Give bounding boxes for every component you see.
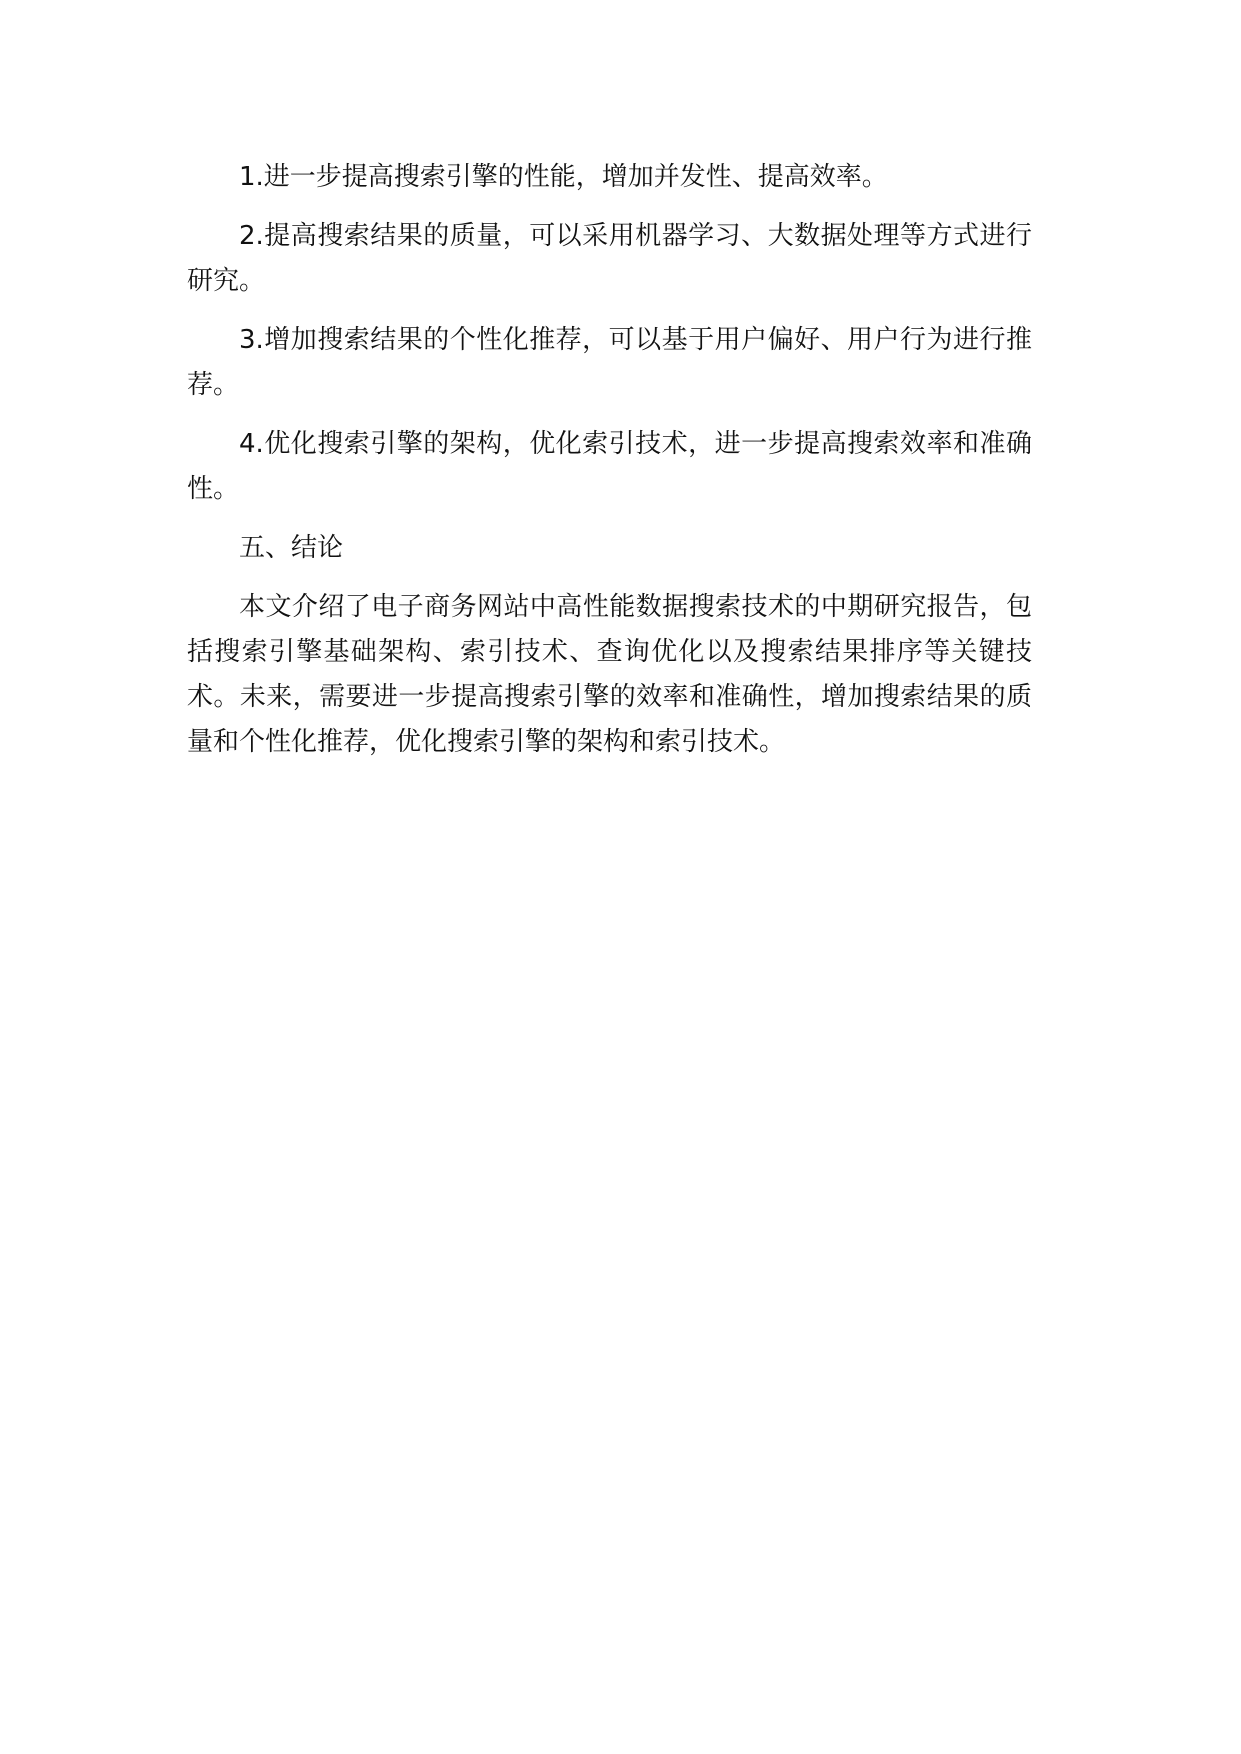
list-item-2: 2.提高搜索结果的质量，可以采用机器学习、大数据处理等方式进行研究。 <box>187 221 1032 296</box>
list-item-1: 1.进一步提高搜索引擎的性能，增加并发性、提高效率。 <box>239 162 888 192</box>
section-heading-conclusion: 五、结论 <box>239 533 344 563</box>
list-item-3: 3.增加搜索结果的个性化推荐，可以基于用户偏好、用户行为进行推荐。 <box>187 325 1032 400</box>
document-body <box>187 155 1032 779</box>
list-item-4: 4.优化搜索引擎的架构，优化索引技术，进一步提高搜索效率和准确性。 <box>187 429 1032 504</box>
conclusion-paragraph: 本文介绍了电子商务网站中高性能数据搜索技术的中期研究报告，包括搜索引擎基础架构、索引技术、查询优化以及搜索结果排序等关键技术。未来，需要进一步提高搜索引擎的效率和准确性，增加搜索结果的质量和个性化推荐，优化搜索引擎的架构和索引技术。 <box>187 592 1032 757</box>
